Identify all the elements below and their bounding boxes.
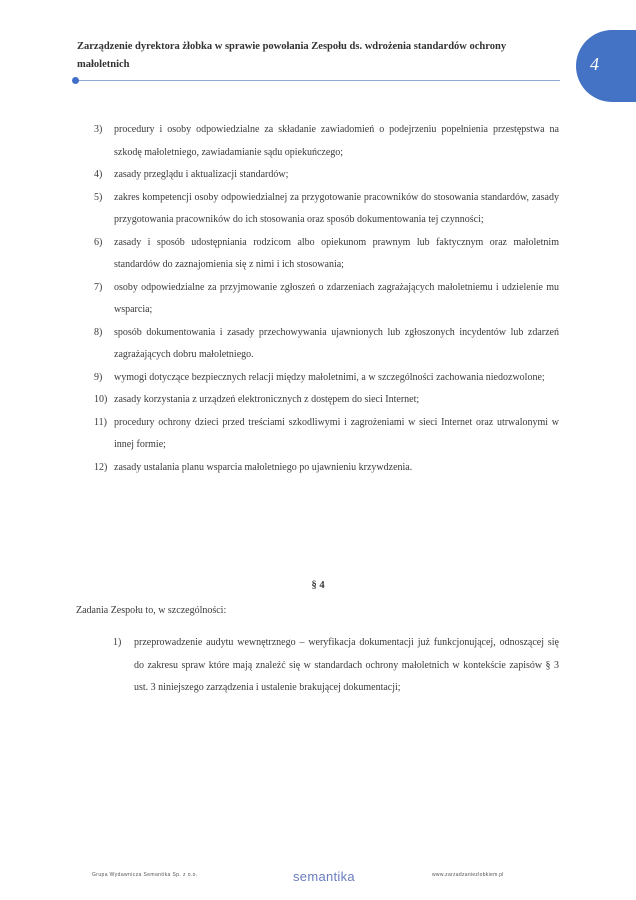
header-divider [76,80,560,81]
list-item-text: zakres kompetencji osoby odpowiedzialnej za przygotowanie pracowników do stosowania standardów, zasady przygotowania pracowników do ich stosowania oraz sposób dokumentowania tej czynności; [114,191,559,225]
page-number: 4 [590,54,599,74]
list-item [113,632,559,700]
list-item-text: procedury i osoby odpowiedzialne za składanie zawiadomień o podejrzeniu popełnienia przestępstwa na szkodę małoletniego, zawiadamianie sądu opiekuńczego; [114,124,559,158]
list-item [94,277,559,322]
list-item [94,232,559,277]
list-item [94,322,559,367]
list-item-number: 7) [94,281,103,293]
footer-logo: semantika [293,869,355,884]
list-item [94,164,559,187]
header-bullet-dot [72,77,79,84]
standards-list [94,119,559,479]
list-item [94,412,559,457]
section-intro: Zadania Zespołu to, w szczególności: [76,605,227,616]
list-item-number: 1) [113,637,122,648]
list-item-number: 4) [94,169,103,180]
list-item-number: 3) [94,124,103,135]
list-item-number: 12) [94,461,108,473]
section-heading: § 4 [311,580,325,591]
list-item [94,457,559,480]
list-item-number: 6) [94,236,103,248]
list-item-text: sposób dokumentowania i zasady przechowywania ujawnionych lub zgłoszonych incydentów lub zdarzeń zagrażających dobru małoletniego. [114,326,559,360]
tasks-list [113,632,559,700]
list-item-number: 5) [94,191,103,203]
list-item-text: procedury ochrony dzieci przed treściami szkodliwymi i zagrożeniami w sieci Internet oraz utrwalonymi w innej formie; [114,416,559,450]
list-item-text: zasady i sposób udostępniania rodzicom albo opiekunom prawnym lub faktycznym oraz małoletnim standardów do zaznajomienia się z nimi i ich stosowania; [114,236,559,270]
list-item-text: osoby odpowiedzialne za przyjmowanie zgłoszeń o zdarzeniach zagrażających małoletniemu i udzielenie mu wsparcia; [114,281,559,315]
list-item [94,389,559,412]
list-item-text: przeprowadzenie audytu wewnętrznego – weryfikacja dokumentacji już funkcjonującej, odnoszącej się do zakresu spraw które mają znaleźć się w standardach ochrony małoletnich w kontekście zapisów § 3 ust. 3 niniejszego zarządzenia i ustalenie brakującej dokumentacji; [134,637,559,693]
list-item-number: 11) [94,416,107,428]
list-item-number: 10) [94,394,108,405]
document-header-title: Zarządzenie dyrektora żłobka w sprawie powołania Zespołu ds. wdrożenia standardów ochrony małoletnich [77,41,507,70]
list-item [94,187,559,232]
footer-website: www.zarzadzaniezlobkiem.pl [432,872,504,878]
list-item-text: zasady ustalania planu wsparcia małoletniego po ujawnieniu krzywdzenia. [114,461,413,473]
list-item-text: wymogi dotyczące bezpiecznych relacji między małoletnimi, a w szczególności zachowania niedozwolone; [114,371,545,383]
list-item-text: zasady przeglądu i aktualizacji standardów; [114,169,289,180]
footer-publisher: Grupa Wydawnicza Semantika Sp. z o.o. [92,872,198,878]
list-item-number: 9) [94,371,103,383]
list-item [94,119,559,164]
page-number-tab [576,30,636,102]
list-item [94,367,559,390]
list-item-number: 8) [94,326,103,338]
list-item-text: zasady korzystania z urządzeń elektronicznych z dostępem do sieci Internet; [114,394,420,405]
